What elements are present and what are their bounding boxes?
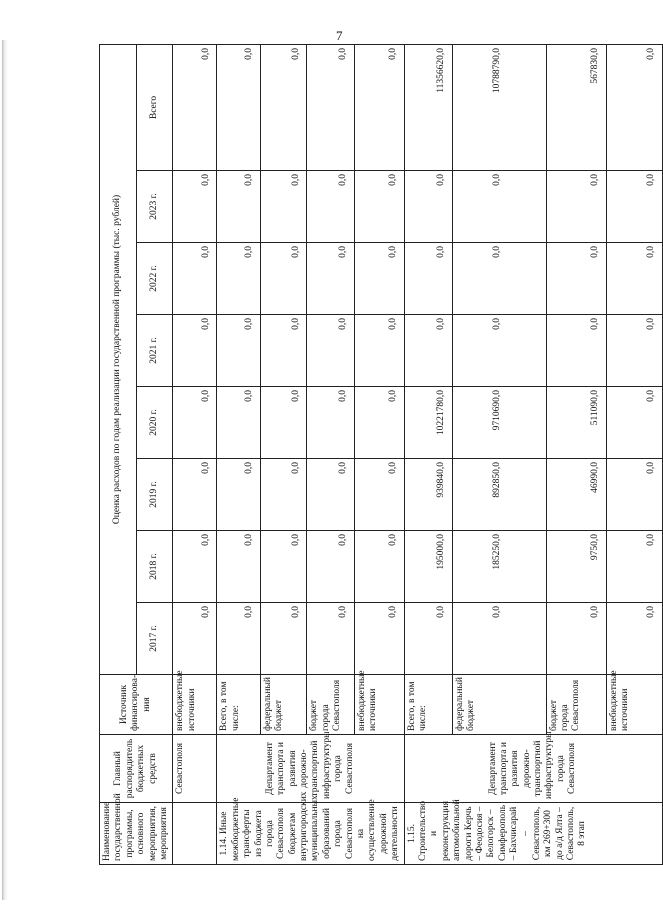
value-cell: 0,0 <box>452 315 546 387</box>
header-total: Всего <box>136 44 173 170</box>
value-cell: 0,0 <box>606 315 662 387</box>
value-cell: 0,0 <box>307 315 355 387</box>
source-cell: Всего, в том числе: <box>217 675 260 735</box>
header-source: Источник финансирова-ния <box>100 675 173 735</box>
value-cell: 0,0 <box>260 531 307 603</box>
value-cell: 0,0 <box>606 531 662 603</box>
value-cell: 0,0 <box>173 315 217 387</box>
total-cell: 0,0 <box>173 44 217 170</box>
table-row <box>404 44 452 864</box>
value-cell: 0,0 <box>217 531 260 603</box>
value-cell: 0,0 <box>307 243 355 315</box>
value-cell: 0,0 <box>260 171 307 243</box>
source-cell: Всего, в том числе: <box>404 675 452 735</box>
value-cell: 0,0 <box>606 387 662 459</box>
header-year: 2017 г. <box>136 603 173 675</box>
value-cell: 0,0 <box>217 387 260 459</box>
value-cell: 0,0 <box>217 603 260 675</box>
total-cell: 10788790,0 <box>452 44 546 170</box>
value-cell: 0,0 <box>173 243 217 315</box>
manager-cell: Департамент транспорта и развития дорожно-транспортной инфраструктуры города Севастополя <box>217 735 404 803</box>
value-cell: 0,0 <box>404 243 452 315</box>
header-year: 2018 г. <box>136 531 173 603</box>
value-cell: 0,0 <box>354 315 404 387</box>
value-cell: 0,0 <box>606 603 662 675</box>
item-name-cell <box>173 803 217 865</box>
value-cell: 0,0 <box>173 603 217 675</box>
header-year: 2023 г. <box>136 171 173 243</box>
value-cell: 0,0 <box>452 603 546 675</box>
source-cell: бюджет города Севастополя <box>307 675 355 735</box>
value-cell: 0,0 <box>546 243 606 315</box>
item-name-cell: 1.15. Строительство и реконструкция автомобильной дороги Керчь – Феодосия – Белогорск – Симферополь – Бахчисарай – Севастополь, км 269+300 до а/д Ялта – Севастополь, 8 этап <box>404 803 662 865</box>
header-year: 2022 г. <box>136 243 173 315</box>
rotated-table-wrapper <box>99 47 657 865</box>
value-cell: 0,0 <box>173 387 217 459</box>
value-cell: 0,0 <box>606 243 662 315</box>
source-cell: федеральный бюджет <box>452 675 546 735</box>
total-cell: 0,0 <box>307 44 355 170</box>
value-cell: 0,0 <box>606 171 662 243</box>
value-cell: 0,0 <box>173 531 217 603</box>
header-name: Наименование государственной программы, основного мероприятия, мероприятия <box>100 803 173 865</box>
value-cell: 0,0 <box>260 243 307 315</box>
value-cell: 10221780,0 <box>404 387 452 459</box>
total-cell: 0,0 <box>354 44 404 170</box>
value-cell: 511090,0 <box>546 387 606 459</box>
page-number: 7 <box>336 28 343 43</box>
value-cell: 0,0 <box>546 603 606 675</box>
value-cell: 185250,0 <box>452 531 546 603</box>
table-row <box>173 44 217 864</box>
value-cell: 0,0 <box>307 171 355 243</box>
source-cell: внебюджетные источники <box>173 675 217 735</box>
value-cell: 0,0 <box>354 603 404 675</box>
source-cell: бюджет города Севастополя <box>546 675 606 735</box>
value-cell: 0,0 <box>354 459 404 531</box>
value-cell: 0,0 <box>260 315 307 387</box>
value-cell: 939840,0 <box>404 459 452 531</box>
value-cell: 0,0 <box>354 171 404 243</box>
source-cell: федеральный бюджет <box>260 675 307 735</box>
value-cell: 195000,0 <box>404 531 452 603</box>
total-cell: 567830,0 <box>546 44 606 170</box>
header-year: 2020 г. <box>136 387 173 459</box>
value-cell: 0,0 <box>217 315 260 387</box>
value-cell: 0,0 <box>404 315 452 387</box>
value-cell: 0,0 <box>217 171 260 243</box>
value-cell: 0,0 <box>307 459 355 531</box>
value-cell: 892850,0 <box>452 459 546 531</box>
value-cell: 0,0 <box>217 459 260 531</box>
value-cell: 0,0 <box>404 603 452 675</box>
value-cell: 0,0 <box>404 171 452 243</box>
value-cell: 0,0 <box>546 171 606 243</box>
value-cell: 0,0 <box>173 171 217 243</box>
value-cell: 0,0 <box>307 387 355 459</box>
source-cell: внебюджетные источники <box>606 675 662 735</box>
total-cell: 0,0 <box>606 44 662 170</box>
item-name-cell: 1.14. Иные межбюджетные трансферты из бюджета города Севастополя бюджетам внутригородских муниципальных образований города Севастополя на осуществление дорожной деятельности <box>217 803 404 865</box>
value-cell: 0,0 <box>260 603 307 675</box>
table-row <box>217 44 260 864</box>
total-cell: 0,0 <box>260 44 307 170</box>
value-cell: 0,0 <box>260 387 307 459</box>
value-cell: 0,0 <box>217 243 260 315</box>
source-cell: внебюджетные источники <box>354 675 404 735</box>
value-cell: 0,0 <box>354 531 404 603</box>
value-cell: 0,0 <box>173 459 217 531</box>
manager-cell: Севастополя <box>173 735 217 803</box>
total-cell: 0,0 <box>217 44 260 170</box>
value-cell: 9750,0 <box>546 531 606 603</box>
value-cell: 0,0 <box>606 459 662 531</box>
value-cell: 0,0 <box>307 531 355 603</box>
header-manager: Главный распорядитель бюджетных средств <box>100 735 173 803</box>
binding-edge <box>2 40 8 900</box>
header-estimate: Оценка расходов по годам реализации государственной программы (тыс. рублей) <box>100 44 137 674</box>
value-cell: 46990,0 <box>546 459 606 531</box>
value-cell: 0,0 <box>452 171 546 243</box>
value-cell: 0,0 <box>546 315 606 387</box>
value-cell: 0,0 <box>354 387 404 459</box>
header-year: 2021 г. <box>136 315 173 387</box>
header-year: 2019 г. <box>136 459 173 531</box>
total-cell: 11356620,0 <box>404 44 452 170</box>
value-cell: 9710690,0 <box>452 387 546 459</box>
value-cell: 0,0 <box>452 243 546 315</box>
manager-cell: Департамент транспорта и развития дорожно-транспортной инфраструктуры города Севастополя <box>404 735 662 803</box>
budget-table <box>99 44 663 865</box>
value-cell: 0,0 <box>307 603 355 675</box>
value-cell: 0,0 <box>354 243 404 315</box>
value-cell: 0,0 <box>260 459 307 531</box>
